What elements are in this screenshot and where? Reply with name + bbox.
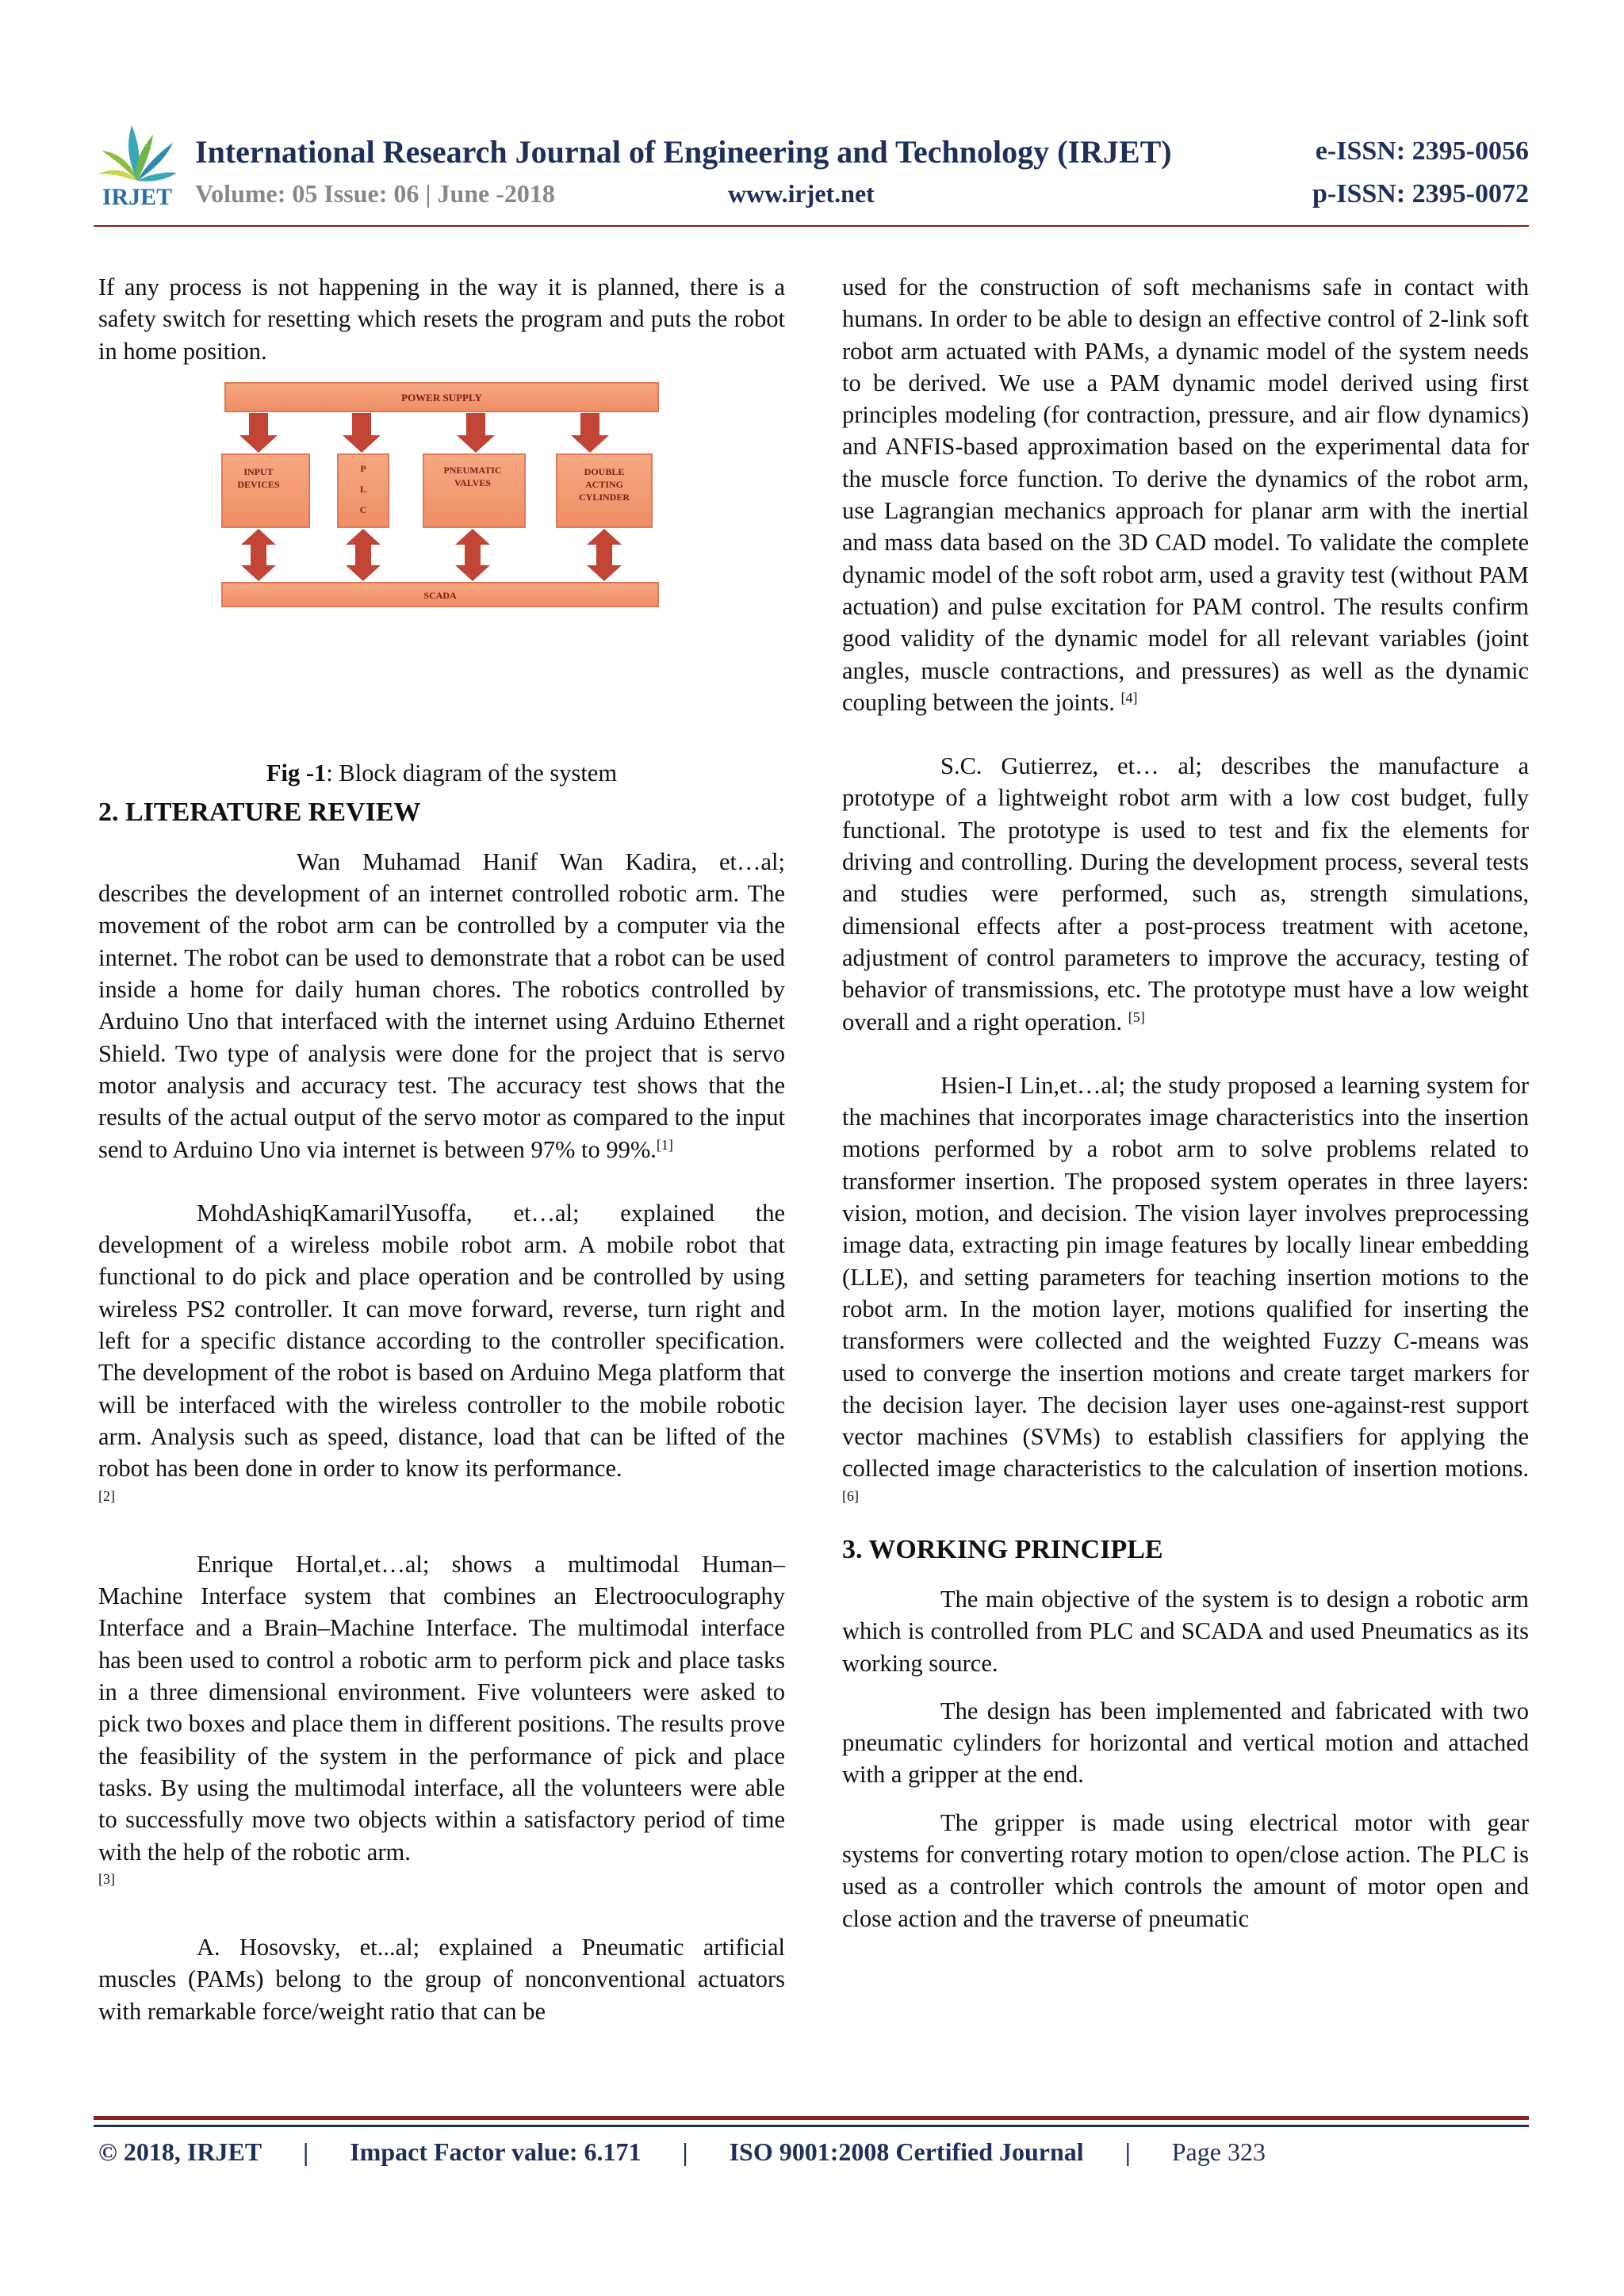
- plc-line1: P: [360, 462, 366, 474]
- double-acting-cylinder-block: [557, 454, 652, 527]
- journal-website[interactable]: www.irjet.net: [728, 179, 875, 208]
- input-devices-block: [222, 454, 309, 527]
- page-footer: [98, 2137, 1266, 2167]
- arrow-updown-icon: [346, 529, 381, 581]
- logo-leaves-icon: [98, 125, 177, 182]
- figure-caption-label: Fig -1: [266, 759, 327, 786]
- footer-divider: [94, 2116, 1529, 2120]
- pneumatic-valves-line2: VALVES: [454, 476, 492, 488]
- figure-1: [98, 367, 785, 795]
- pneumatic-valves-line1: PNEUMATIC: [443, 464, 502, 476]
- logo-text: IRJET: [102, 184, 173, 210]
- bidirectional-arrows: [241, 529, 622, 581]
- paragraph-lin: Hsien-I Lin,et…al; the study proposed a learning system for the machines that incorporates image characteristics into the insertion motions performed by a robot arm to solve problems related to transformer insertion. The proposed system operates in three layers: vision, motion, and decision. The vision layer involves preprocessing image data, extracting pin image features by locally linear embedding (LLE), and setting parameters for teaching insertion motions to the robot arm. In the motion layer, motions qualified for inserting the transformers were collected and the weighted Fuzzy C-means was used to converge the insertion motions and create target markers for the decision layer. The decision layer uses one-against-rest support vector machines (SVMs) to establish classifiers for applying the collected image characteristics to the calculation of insertion motions. [6]: [842, 1071, 1529, 1504]
- paragraph-gripper: The gripper is made using electrical motor with gear systems for converting rotary motion to open/close action. The PLC is used as a controller which controls the amount of motor open and close action and the traverse of pneumatic: [842, 1808, 1529, 1932]
- footer-iso: ISO 9001:2008 Certified Journal: [729, 2137, 1084, 2166]
- page-header: [94, 119, 1529, 230]
- scada-label: SCADA: [423, 589, 457, 601]
- input-devices-line1: INPUT: [243, 465, 274, 477]
- arrow-updown-icon: [455, 529, 490, 581]
- footer-separator: |: [682, 2137, 688, 2166]
- paragraph-hosovsky: A. Hosovsky, et...al; explained a Pneumatic artificial muscles (PAMs) belong to the group of nonconventional actuators with remarkable force/weight ratio that can be: [98, 1934, 785, 2025]
- paragraph-hosovsky-continued: used for the construction of soft mechanisms safe in contact with humans. In order to be able to design an effective control of 2-link soft robot arm actuated with PAMs, a dynamic model of the system needs to be derived. We use a PAM dynamic model derived using first principles modeling (for contraction, pressure, and air flow dynamics) and ANFIS-based approximation based on the experimental data for the muscle force function. To derive the dynamics of the robot arm, use Lagrangian mechanics approach for planar arm with the inertial and mass data based on the 3D CAD model. To validate the complete dynamic model of the soft robot arm, used a gravity test (without PAM actuation) and pulse excitation for PAM control. The results confirm good validity of the dynamic model for all relevant variables (joint angles, muscle contractions, and pressures) as well as the dynamic coupling between the joints. [4]: [842, 274, 1529, 716]
- footer-divider-thin: [94, 2125, 1529, 2127]
- section-heading-literature-review: 2. LITERATURE REVIEW: [98, 797, 421, 827]
- arrow-down-icon: [343, 413, 381, 453]
- arrow-updown-icon: [587, 529, 622, 581]
- block-diagram: [219, 380, 663, 610]
- intro-paragraph: If any process is not happening in the way it is planned, there is a safety switch for resetting which resets the program and puts the robot in home position.: [98, 274, 785, 365]
- section-heading-working-principle: 3. WORKING PRINCIPLE: [842, 1534, 1163, 1564]
- paragraph-objective: The main objective of the system is to design a robotic arm which is controlled from PLC and SCADA and used Pneumatics as its working source.: [842, 1585, 1529, 1677]
- citation-ref[interactable]: [3]: [98, 1870, 115, 1887]
- plc-line2: L: [359, 483, 367, 495]
- pissn: p-ISSN: 2395-0072: [1312, 179, 1529, 209]
- paragraph-design: The design has been implemented and fabricated with two pneumatic cylinders for horizontal and vertical motion and attached with a gripper at the end.: [842, 1697, 1529, 1789]
- right-column: [842, 271, 1529, 1934]
- footer-separator: |: [1124, 2137, 1131, 2166]
- irjet-logo: [94, 119, 181, 214]
- left-column: [98, 271, 785, 2027]
- footer-impact-factor: Impact Factor value: 6.171: [350, 2137, 642, 2166]
- citation-ref[interactable]: [1]: [656, 1136, 673, 1153]
- figure-caption-text: : Block diagram of the system: [326, 759, 618, 786]
- citation-ref[interactable]: [5]: [1128, 1008, 1145, 1025]
- paragraph-yusoffa: MohdAshiqKamarilYusoffa, et…al; explained the development of a wireless mobile robot arm. A mobile robot that functional to do pick and place operation and be controlled by using wireless PS2 controller. It can move forward, reverse, turn right and left for a specific distance according to the controller specification. The development of the robot is based on Arduino Mega platform that will be interfaced with the wireless controller to the mobile robotic arm. Analysis such as speed, distance, load that can be lifted of the robot has been done in order to know its performance. [2]: [98, 1199, 785, 1504]
- cylinder-line3: CYLINDER: [578, 491, 630, 503]
- eissn: e-ISSN: 2395-0056: [1315, 136, 1529, 166]
- figure-caption: [98, 757, 785, 789]
- paragraph-gutierrez: S.C. Gutierrez, et… al; describes the manufacture a prototype of a lightweight robot arm with a low cost budget, fully functional. The prototype is used to test and fix the elements for driving and controlling. During the development process, several tests and studies were performed, such as, strength simulations, dimensional effects after a post-process treatment with acetone, adjustment of control parameters to improve the accuracy, testing of behavior of transmissions, etc. The prototype must have a low weight overall and a right operation. [5]: [842, 752, 1529, 1035]
- paragraph-hortal: Enrique Hortal,et…al; shows a multimodal Human–Machine Interface system that combines an Electrooculography Interface and a Brain–Machine Interface. The multimodal interface has been used to control a robotic arm to perform pick and place tasks in a three dimensional environment. Five volunteers were asked to pick two boxes and place them in different positions. The results prove the feasibility of the system in the performance of pick and place tasks. By using the multimodal interface, all the volunteers were able to successfully move two objects within a satisfactory period of time with the help of the robotic arm. [3]: [98, 1550, 785, 1887]
- header-divider: [94, 225, 1529, 227]
- footer-separator: |: [303, 2137, 309, 2166]
- input-devices-line2: DEVICES: [237, 478, 280, 490]
- plc-line3: C: [359, 503, 367, 515]
- citation-ref[interactable]: [6]: [842, 1487, 859, 1504]
- arrow-updown-icon: [241, 529, 276, 581]
- citation-ref[interactable]: [4]: [1120, 689, 1138, 706]
- cylinder-line1: DOUBLE: [584, 465, 625, 477]
- paragraph-kadira: Wan Muhamad Hanif Wan Kadira, et…al; describes the development of an internet controlled robotic arm. The movement of the robot arm can be controlled by a computer via the internet. The robot can be used to demonstrate that a robot can be used inside a home for daily human chores. The robotics controlled by Arduino Uno that interfaced with the internet using Arduino Ethernet Shield. Two type of analysis were done for the project that is servo motor analysis and accuracy test. The accuracy test shows that the results of the actual output of the servo motor as compared to the input send to Arduino Uno via internet is between 97% to 99%.[1]: [98, 848, 785, 1163]
- footer-page-number: Page 323: [1171, 2137, 1266, 2166]
- arrow-down-icon: [457, 413, 495, 453]
- citation-ref[interactable]: [2]: [98, 1487, 115, 1504]
- cylinder-line2: ACTING: [584, 478, 624, 490]
- journal-title: International Research Journal of Engineering and Technology (IRJET): [195, 134, 1172, 170]
- power-supply-label: POWER SUPPLY: [401, 391, 482, 404]
- arrow-down-icon: [571, 413, 609, 453]
- down-arrows: [239, 413, 609, 453]
- volume-issue: Volume: 05 Issue: 06 | June -2018: [195, 179, 555, 208]
- arrow-down-icon: [239, 413, 278, 453]
- footer-copyright: © 2018, IRJET: [98, 2137, 262, 2166]
